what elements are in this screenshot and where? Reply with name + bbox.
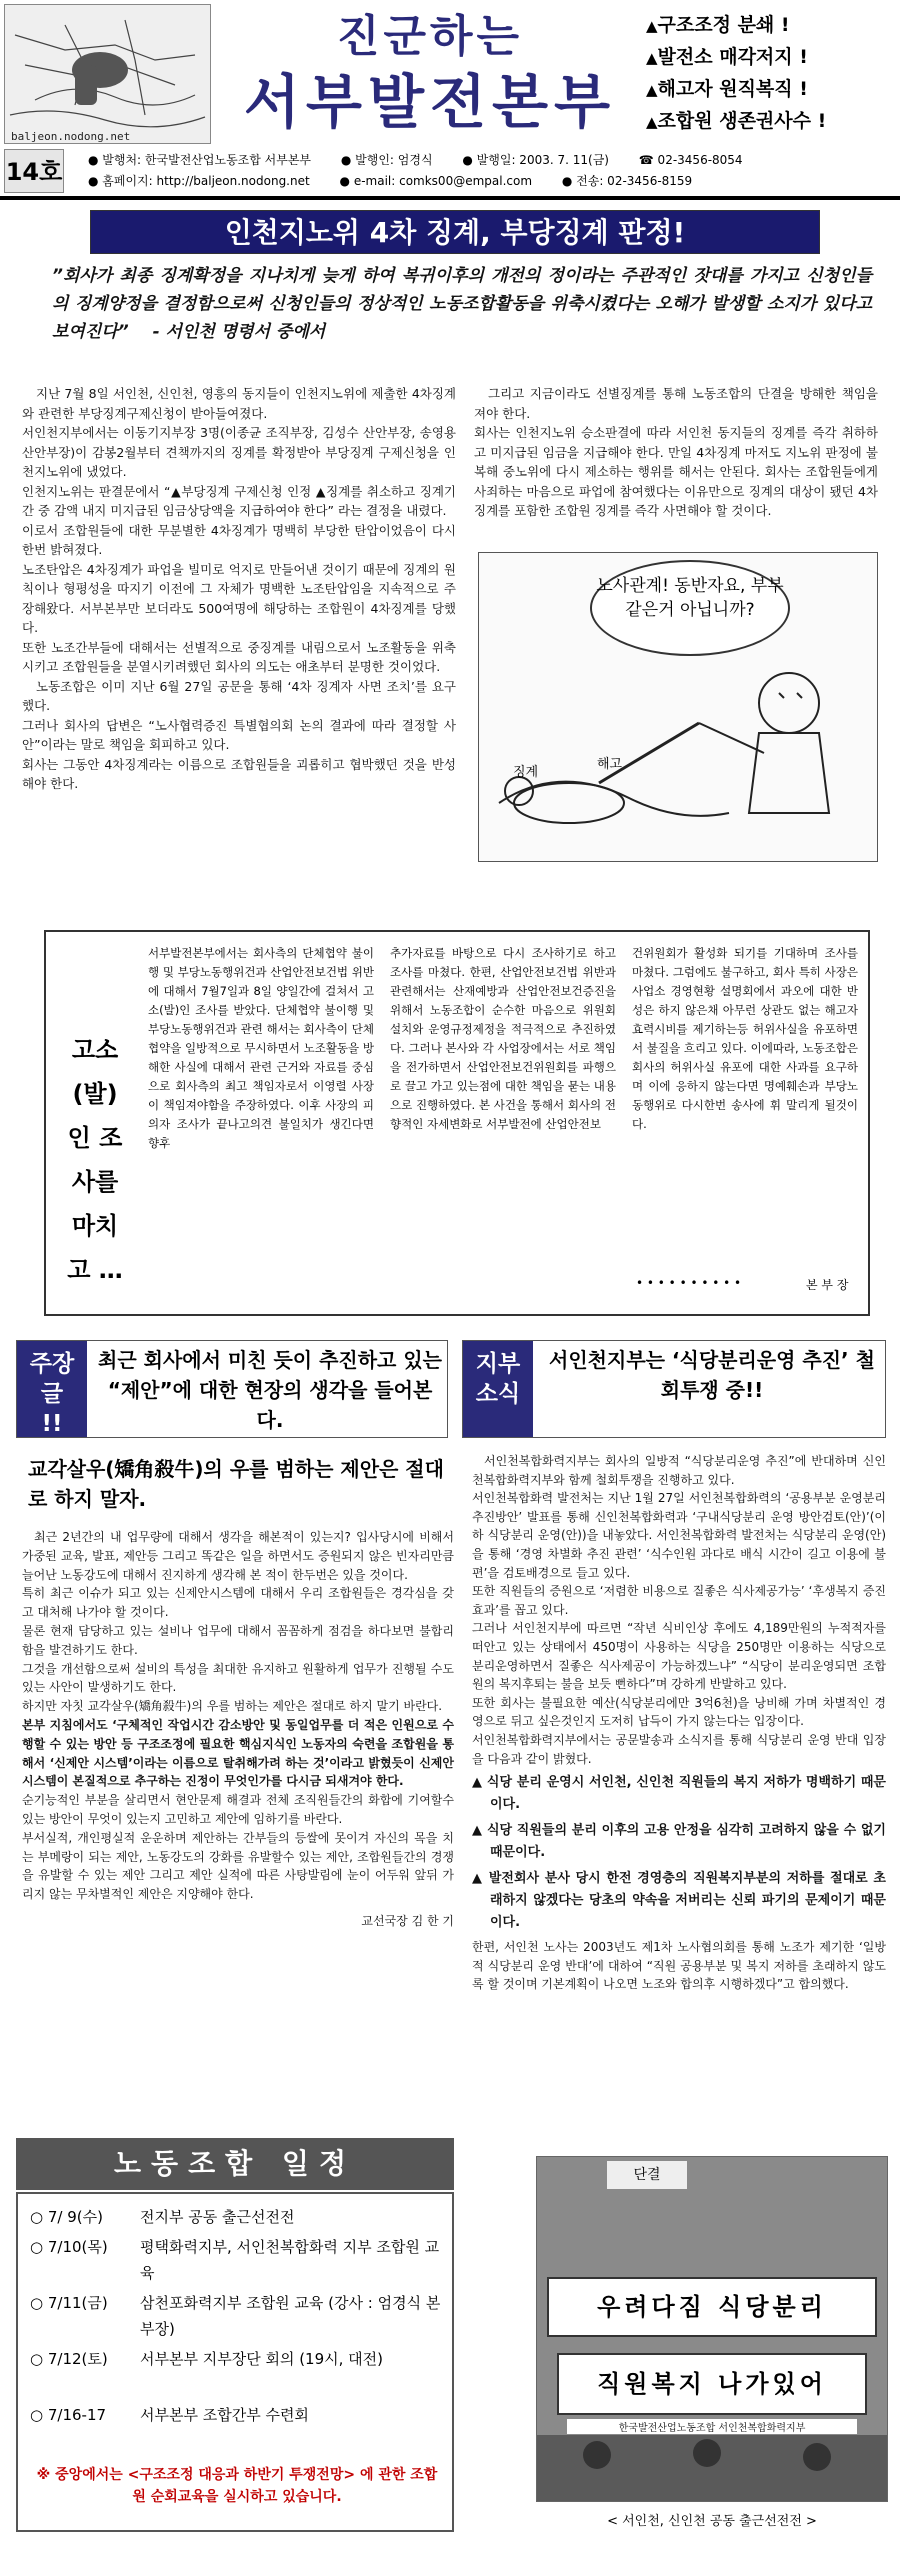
schedule-date: ○ 7/10(목) [30,2238,108,2256]
opinion-body [22,1528,454,1931]
paragraph: 최근 2년간의 내 업무량에 대해서 생각을 해본적이 있는지? 입사당시에 비해서 가중된 교육, 발표, 제안등 그리고 똑같은 일을 하면서도 증원되지 않은 빈자리만큼 늘어난 노동강도에 대해서 진지하게 생각해 본 적이 한두번은 있을 것이다. [22,1530,454,1582]
paragraph: 이로서 조합원들에 대한 무분별한 4차징계가 명백히 부당한 탄압이었음이 다시 한번 밝혀졌다. [22,522,456,557]
paragraph: 그리고 지금이라도 선별징계를 통해 노동조합의 단결을 방해한 책임을 져야 한다. [474,386,878,421]
email-link[interactable]: ● e-mail: comks00@empal.com [339,174,533,188]
masthead-main-title: 서부발전본부 [243,68,617,136]
protest-sign-1: 우려다짐 식당분리 [547,2277,877,2337]
paragraph: 그것을 개선함으로써 설비의 특성을 최대한 유지하고 원활하게 업무가 진행될 수도 있는 사안이 발생하기도 한다. [22,1661,454,1695]
schedule-item [30,2402,446,2428]
masthead-subtitle: 진군하는 [336,11,523,62]
branch-banner-text: 서인천지부는 ‘식당분리운영 추진’ 철회투쟁 중!! [549,1348,875,1402]
paragraph: 순기능적인 부분을 살리면서 현안문제 해결과 전체 조직원들간의 화합에 기여할수 있는 방안이 무엇이 있는지 고민하고 제안에 임하기를 바란다. [22,1793,454,1826]
cartoon-label-mid: 해고 [597,757,623,772]
box-dots: • • • • • • • • • • [636,1276,742,1290]
paragraph: 그러나 서인천지부에 따르면 “작년 식비인상 후에도 4,189만원의 누적적자를 떠안고 있는 상태에서 450명이 사용하는 식당을 250명만 이용하는 식당으로 분리운영하면서 질좋은 식사제공이 가능하겠느냐” “식당이 분리운영되면 조합원의 복지후퇴는 불을 보듯 뻔하다”며 강하게 반발하고 있다. [472,1621,886,1692]
publisher-org: ● 발행처: 한국발전산업노동조합 서부본부 [88,153,312,167]
box-column-1: 서부발전본부에서는 회사측의 단체협약 불이행 및 부당노동행위건과 산업안전보건법 위반에 대해서 7월7일과 8일 양일간에 걸쳐서 고소(발)인 조사를 받았다. 단체협약 불이행 및 부당노동행위건과 관련 해서는 회사측이 단체협약을 일방적으로 무시하면서 노조활동을 방해한 사실에 대해서 관련 근거와 자료를 중심으로 회사측의 최고 책임자로서 이영렬 사장이 책임져야함을 주장하였다. 이후 사장의 피의자 조사가 끝나고의견 불일치가 생긴다면 향후 [148,946,374,1150]
paragraph: 서인천복합화력 발전처는 지난 1월 27일 서인천복합화력의 ‘공용부분 운영분리추진방안’ 발표를 통해 신인천복합화력과 ‘구내식당분리 운영 방안검토(안)’(이하 식당분리 운영(안))을 내놓았다. 서인천복합화력 발전처는 식당분리 운영(안)을 통해 ‘경영 차별화 추진 관련’ ‘식수인원 과다로 배식 시간이 길고 이용에 불편’을 검토배경으로 들고 있다. [472,1491,886,1580]
branch-label: 지부 소식 [475,1351,521,1407]
paragraph: 또한 직원들의 증원으로 ‘저렴한 비용으로 질좋은 식사제공가능’ ‘후생복지 증진 효과’를 꼽고 있다. [472,1584,886,1617]
box-column-2: 추가자료를 바탕으로 다시 조사하기로 하고 조사를 마쳤다. 한편, 산업안전보건법 위반과 관련해서는 산재예방과 산업안전보건증진을 위해서 노동조합이 순수한 마음으로 위원회 설치와 운영규정제정을 적극적으로 추진하였다. 그러나 본사와 각 사업장에서는 서로 책임을 전가하면서 산업안전보건위원회를 파행으로 끌고 가고 있는점에 대한 책임을 묻는 내용으로 진행하였다. 본 사건을 통해서 회사의 전향적인 자세변화로 서부발전에 산업안전보 [390,946,616,1131]
phone-number: ☎ 02-3456-8054 [638,153,743,167]
rally-photo [536,2156,888,2502]
sign-caption-small: 한국발전산업노동조합 서인천복합화력지부 [567,2419,857,2434]
paragraph: 노조탄압은 4차징계가 파업을 빌미로 억지로 만들어낸 것이기 때문에 징계의 원칙이나 형평성을 따지기 이전에 그 자체가 명백한 노조탄압임을 지속적으로 주장해왔다. 서부본부만 보더라도 500여명에 해당하는 조합원이 4차징계를 당했다. [22,561,456,635]
quote-text: ”회사가 최종 징계확정을 지나치게 늦게 하여 복귀이후의 개전의 정이라는 주관적인 잣대를 가지고 신청인들의 징계양정을 결정함으로써 신청인들의 정상적인 노동조합활동을 위축시켰다는 오해가 발생할 소지가 있다고 보여진다” [52,266,872,342]
schedule-date: ○ 7/ 9(수) [30,2208,103,2226]
schedule-text: 평택화력지부, 서인천복합화력 지부 조합원 교육 [140,2238,440,2282]
box-title: 고소 (발)인 조사를 마치고 … [67,1036,123,1284]
slogan-item: ▲ 발전소 매각저지 ! [646,42,896,74]
lead-headline: 인천지노위 4차 징계, 부당징계 판정! [90,210,820,254]
schedule-note: ※ 중앙에서는 <구조조정 대응과 하반기 투쟁전망> 에 관한 조합원 순회교육을 실시하고 있습니다. [36,2467,438,2505]
homepage-url-logo: baljeon.nodong.net [11,130,131,143]
box-column-3: 건위원회가 활성화 되기를 기대하며 조사를 마쳤다. 그럼에도 불구하고, 회사 특히 사장은 사업소 경영현황 설명회에서 과오에 대한 반성은 하지 않은채 아무런 상관도 없는 해고자 효력시비를 제기하는등 허위사실을 유포하면서 불질을 흐리고 있다. 이에따라, 노동조합은 회사의 허위사실 유포에 대한 사과를 요구하며 이에 응하지 않는다면 명예훼손과 부당노동행위로 다시한번 송사에 휘 말리게 될것이다. [632,946,858,1131]
fist-illustration-icon [5,5,211,144]
branch-body [472,1452,886,1994]
paragraph: 회사는 그동안 4차징계라는 이름으로 조합원들을 괴롭히고 협박했던 것을 반성해야 한다. [22,756,456,791]
photo-caption: < 서인천, 신인천 공동 출근선전전 > [607,2514,817,2529]
schedule-box [16,2192,454,2532]
paragraph: 서인천지부에서는 이동기지부장 3명(이종균 조직부장, 김성수 산안부장, 송영용 산안부장)이 감봉2월부터 견책까지의 징계를 확정받아 부당징계 구제신청을 인천지노위에 냈었다. [22,425,456,479]
crowd-silhouette-icon [537,2435,888,2502]
fax-number: ● 전송: 02-3456-8159 [561,174,693,188]
publish-date: ● 발행일: 2003. 7. 11(금) [462,153,609,167]
paragraph: 또한 회사는 불필요한 예산(식당분리에만 3억6천)을 낭비해 가며 차별적인 경영으로 뒤고 싶은것인지 도저히 납득이 가지 않는다는 입장이다. [472,1695,886,1729]
speech-bubble: 노사관계! 동반자요, 부부같은거 아닙니까? [590,560,790,656]
schedule-date: ○ 7/12(토) [30,2350,108,2368]
reason-item: ▲ 식당 분리 운영시 서인천, 신인천 직원들의 복지 저하가 명백하기 때문이다. [472,1775,886,1813]
slogan-item: ▲ 조합원 생존권사수 ! [646,106,896,138]
paragraph: 서인천복합화력지부에서는 공문발송과 소식지를 통해 식당분리 운영 반대 입장을 다음과 같이 밝혔다. [472,1732,886,1766]
opinion-banner [16,1340,448,1438]
reason-item: ▲ 발전회사 분사 당시 한전 경영층의 직원복지부분의 저하를 절대로 초래하지 않겠다는 당초의 약속을 저버리는 신뢰 파기의 문제이기 때문이다. [472,1871,886,1931]
box-author: 본 부 장 [806,1278,849,1292]
masthead-title [220,8,640,140]
protest-sign-2: 직원복지 나가있어 [557,2353,867,2415]
paragraph: 본부 지침에서도 ‘구체적인 작업시간 감소방안 및 동일업무를 더 적은 인원으로 수행할 수 있는 방안 등 구조조정에 필요한 핵심지식인 노동자의 숙련을 조합원을 통해서 ‘신제안 시스템’이라는 이름으로 탈취해가려 하는 것’이라고 밝혔듯이 신제안시스템이 본질적으로 추구하는 진정이 무엇인가를 다시금 되새겨야 한다. [22,1717,454,1789]
cartoon-label-left: 징계 [513,765,539,780]
schedule-item [30,2234,446,2286]
schedule-item [30,2290,446,2342]
paragraph: 노동조합은 이미 지난 6월 27일 공문을 통해 ‘4차 징계자 사면 조치’를 요구했다. [22,678,456,713]
schedule-text: 서부본부 조합간부 수련회 [140,2406,309,2424]
paragraph: 인천지노위는 판결문에서 “▲부당징계 구제신청 인정 ▲징계를 취소하고 징계기간 중 감액 내지 미지급된 임금상당액을 지급하여야 한다” 라는 결정을 내렸다. [22,483,456,518]
paragraph: 지난 7월 8일 서인천, 신인천, 영흥의 동지들이 인천지노위에 제출한 4차징계와 관련한 부당징계구제신청이 받아들여졌다. [22,386,456,421]
lead-left-column [22,384,456,794]
paragraph: 한편, 서인천 노사는 2003년도 제1차 노사협의회를 통해 노조가 제기한 ‘일방적 식당분리 운영 반대’에 대하여 “직원 공용부분 및 복지 저하를 초래하지 않도록 할 것이며 기본계획이 나오면 노조와 합의후 시행하겠다”고 합의했다. [472,1940,886,1992]
issue-number: 14호 [4,149,64,193]
schedule-title: 노동조합 일정 [16,2138,454,2190]
header-divider [0,196,900,200]
publisher-person: ● 발행인: 엄경식 [340,153,433,167]
schedule-text: 서부본부 지부장단 회의 (19시, 대전) [140,2350,384,2368]
slogan-item: ▲ 해고자 원직복직 ! [646,74,896,106]
schedule-text: 삼천포화력지부 조합원 교육 (강사 : 엄경식 본부장) [140,2294,441,2338]
paragraph: 특히 최근 이슈가 되고 있는 신제안시스템에 대해서 우리 조합원들은 경각심을 갖고 대처해 나가야 할 것이다. [22,1586,454,1620]
branch-banner [462,1340,886,1438]
paragraph: 하지만 자칫 교각살우(矯角殺牛)의 우를 범하는 제안은 절대로 하지 말기 바란다. [22,1699,443,1714]
slogan-item: ▲ 구조조정 분쇄 ! [646,10,896,42]
quote-source: - 서인천 명령서 중에서 [152,322,326,342]
opinion-author: 교선국장 김 한 기 [361,1913,454,1928]
homepage-link[interactable]: ● 홈페이지: http://baljeon.nodong.net [88,174,310,188]
paragraph: 물론 현재 담당하고 있는 설비나 업무에 대해서 꼼꼼하게 점검을 하다보면 불합리함을 발견하기도 한다. [22,1623,454,1657]
paragraph: 서인천복합화력지부는 회사의 일방적 “식당분리운영 추진”에 반대하며 신인천복합화력지부와 함께 철회투쟁을 진행하고 있다. [472,1454,886,1487]
opinion-banner-text: 최근 회사에서 미친 듯이 추진하고 있는 “제안”에 대한 현장의 생각을 들어본다. [98,1348,442,1432]
reason-item: ▲ 식당 직원들의 분리 이후의 고용 안정을 심각히 고려하지 않을 수 없기 때문이다. [472,1823,886,1861]
paragraph: 또한 노조간부들에 대해서는 선별적으로 중징계를 내림으로서 노조활동을 위축시키고 조합원들을 분열시키려했던 회사의 의도는 애초부터 분명한 것이었다. [22,639,456,674]
slogan-list [646,10,896,138]
paragraph: 그러나 회사의 답변은 “노사협력증진 특별협의회 논의 결과에 따라 결정할 사안”이라는 말로 책임을 회피하고 있다. [22,717,456,752]
schedule-date: ○ 7/11(금) [30,2294,108,2312]
schedule-text: 전지부 공동 출근선전전 [140,2208,295,2226]
schedule-item [30,2346,446,2372]
lead-quote [52,262,872,346]
paragraph: 부서실적, 개인평실적 운운하며 제안하는 간부들의 등쌀에 못이겨 자신의 목을 치는 부메랑이 되는 제안, 노동강도의 강화를 유발할수 있는 제안, 조합원들간의 경쟁을 유발할 수 있는 제안 그리고 제안 실적에 따른 사탕발림에 눈이 어두워 앞뒤 가리지 않는 무차별적인 제안은 지양해야 한다. [22,1830,454,1902]
opinion-label: 주장 글 !! [29,1351,75,1437]
publication-info [88,150,898,192]
lead-right-column [474,384,878,521]
paragraph: 회사는 인천지노위 승소판결에 따라 서인천 동지들의 징계를 즉각 취하하고 미지급된 임금을 지급해야 한다. 만일 4차징계 마저도 지노위 판정에 불복해 중노위에 다시 제소하는 행위를 해서는 안된다. 회사는 조합원들에게 사죄하는 마음으로 파업에 참여했다는 이유만으로 징계의 대상이 됐던 4차징계를 포함한 조합원 징계를 즉각 사면해야 할 것이다. [474,425,878,518]
opinion-subhead: 교각살우(矯角殺牛)의 우를 범하는 제안은 절대로 하지 말자. [28,1457,444,1511]
photo-banner-top: 단결 [607,2161,687,2189]
masthead-logo [4,4,211,144]
schedule-date: ○ 7/16-17 [30,2406,107,2424]
schedule-item [30,2204,446,2230]
